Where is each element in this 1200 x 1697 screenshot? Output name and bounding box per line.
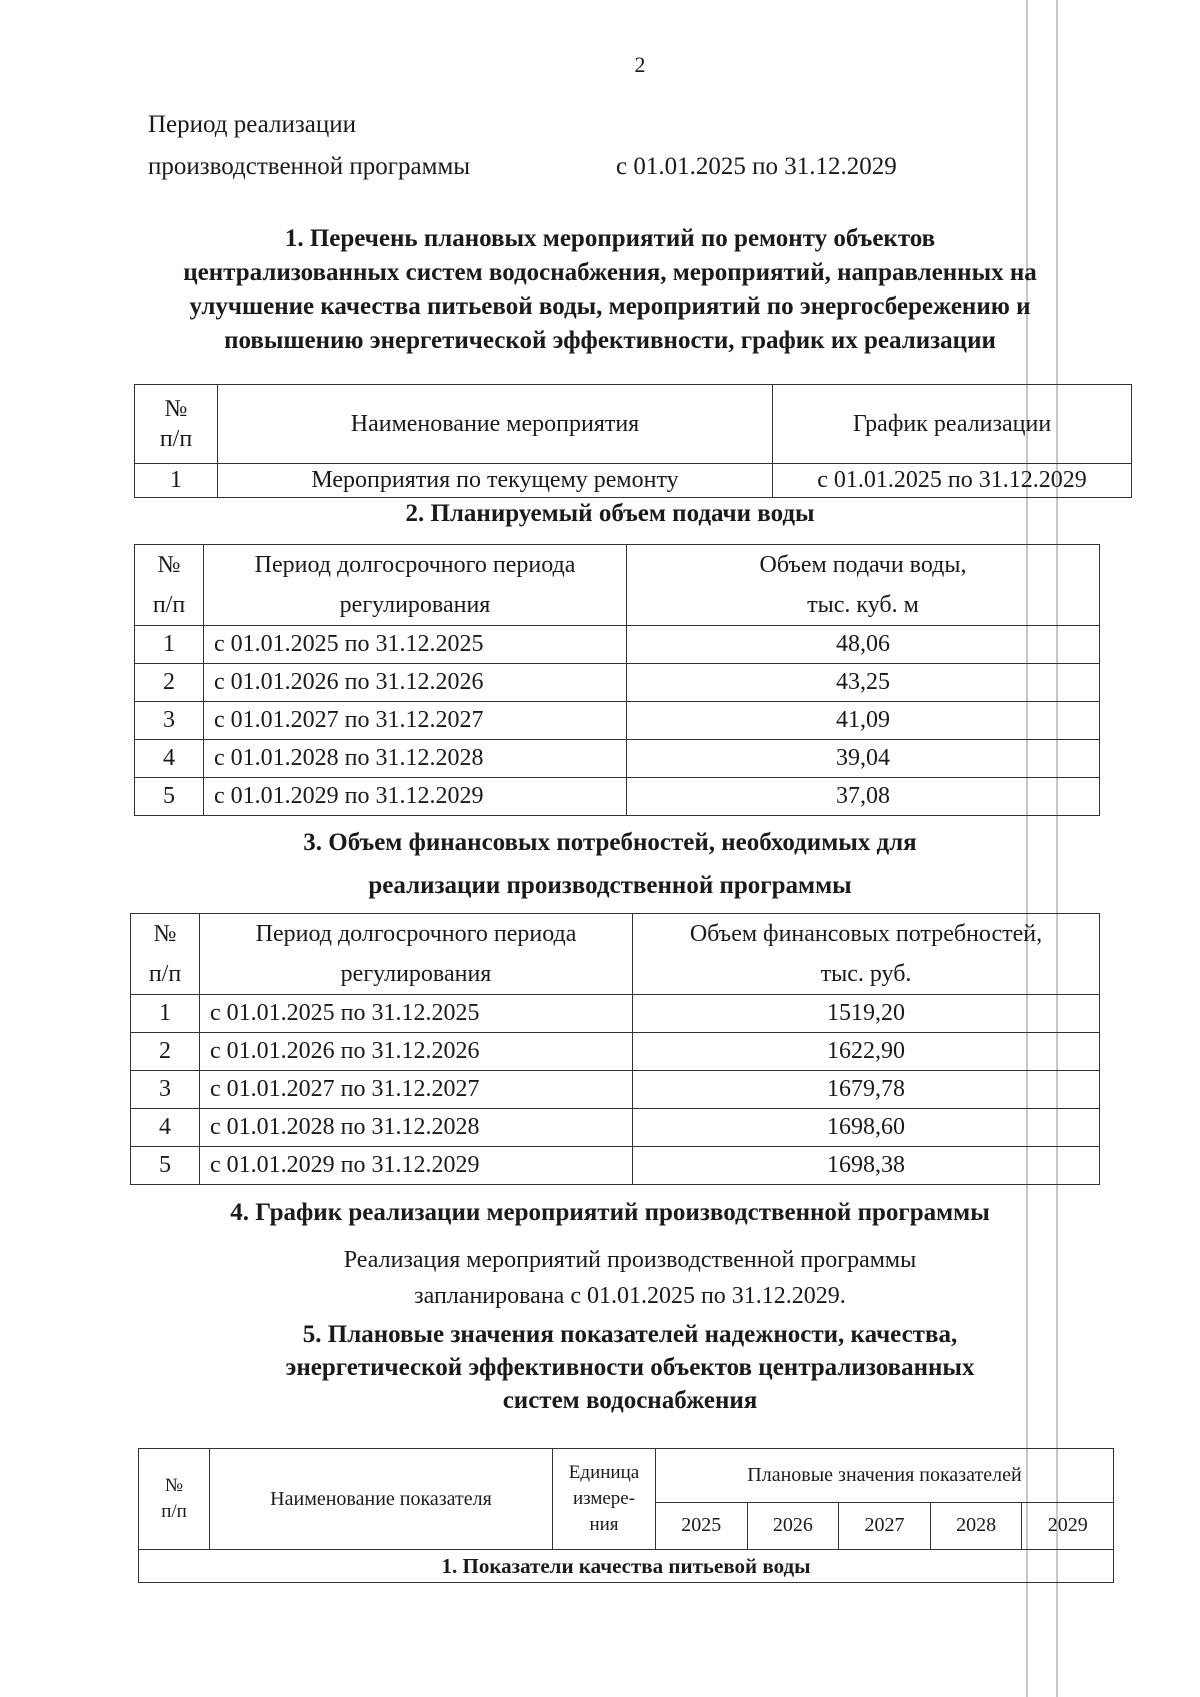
header-value: [633, 914, 1100, 995]
header-text: Период долгосрочного периода: [254, 552, 576, 578]
table-row: [131, 1109, 1100, 1147]
cell-num: 1: [135, 626, 204, 664]
period-label-line: Период реализации: [148, 111, 356, 138]
header-text: тыс. руб.: [820, 961, 912, 987]
cell-value: 41,09: [627, 702, 1100, 740]
table-row: [131, 1071, 1100, 1109]
cell-period: с 01.01.2026 по 31.12.2026: [204, 664, 627, 702]
cell-value: 1698,38: [633, 1147, 1100, 1185]
header-text: №: [164, 396, 188, 422]
table-row: [135, 664, 1100, 702]
cell-value: 48,06: [627, 626, 1100, 664]
header-num: [135, 385, 218, 464]
header-num: [135, 545, 204, 626]
section-2-title: 2. Планируемый объем подачи воды: [405, 500, 815, 527]
header-year: 2025: [656, 1502, 748, 1549]
table-row: [135, 626, 1100, 664]
section-1-title: [130, 222, 1090, 358]
header-text: Период долгосрочного периода: [255, 921, 577, 947]
title-line: систем водоснабжения: [502, 1387, 758, 1414]
cell-value: 1698,60: [633, 1109, 1100, 1147]
table-header-row: [135, 545, 1100, 626]
cell-period: с 01.01.2027 по 31.12.2027: [200, 1071, 633, 1109]
table-header-row: [131, 914, 1100, 995]
section-4-text: [200, 1242, 1060, 1314]
cell-num: 2: [131, 1033, 200, 1071]
table-header-row: [135, 385, 1132, 464]
period-value: с 01.01.2025 по 31.12.2029: [616, 153, 897, 180]
header-year: 2029: [1022, 1502, 1114, 1549]
header-text: регулирования: [340, 961, 492, 987]
table-row: [131, 1147, 1100, 1185]
cell-value: 1622,90: [633, 1033, 1100, 1071]
paragraph-line: Реализация мероприятий производственной программы: [343, 1247, 917, 1273]
header-text: п/п: [159, 426, 193, 452]
table-row: [135, 740, 1100, 778]
cell-period: с 01.01.2029 по 31.12.2029: [200, 1147, 633, 1185]
cell-num: 4: [135, 740, 204, 778]
header-text: тыс. куб. м: [807, 592, 919, 618]
title-line: 5. Плановые значения показателей надежности, качества,: [302, 1321, 958, 1348]
cell-num: 3: [135, 702, 204, 740]
header-planned-values: Плановые значения показателей: [656, 1449, 1114, 1503]
cell-num: 4: [131, 1109, 200, 1147]
header-period: [200, 914, 633, 995]
financial-needs-table: [130, 913, 1100, 1185]
table-row: [135, 702, 1100, 740]
header-text: ния: [589, 1514, 619, 1535]
header-text: №: [164, 1475, 184, 1496]
water-supply-table: [134, 544, 1100, 816]
header-text: №: [153, 921, 177, 947]
cell-period: с 01.01.2028 по 31.12.2028: [200, 1109, 633, 1147]
cell-period: с 01.01.2028 по 31.12.2028: [204, 740, 627, 778]
cell-num: 5: [131, 1147, 200, 1185]
header-text: п/п: [148, 961, 182, 987]
header-value: [627, 545, 1100, 626]
header-unit: [553, 1449, 656, 1550]
title-line: улучшение качества питьевой воды, мероприятий по энергосбережению и: [189, 293, 1031, 320]
header-text: №: [157, 552, 181, 578]
header-period: [204, 545, 627, 626]
section-3-title-line-2: реализации производственной программы: [368, 872, 852, 899]
header-text: регулирования: [339, 592, 491, 618]
title-line: централизованных систем водоснабжения, мероприятий, направленных на: [183, 259, 1037, 286]
table-header-row: [139, 1449, 1114, 1503]
table-row: [135, 464, 1132, 498]
cell-value: 1519,20: [633, 995, 1100, 1033]
page-number: 2: [634, 52, 646, 77]
table-row: [135, 778, 1100, 816]
cell-value: 1679,78: [633, 1071, 1100, 1109]
period-label: [148, 104, 470, 188]
header-indicator-name: Наименование показателя: [210, 1449, 553, 1550]
title-line: 1. Перечень плановых мероприятий по ремонту объектов: [284, 225, 936, 252]
header-schedule: График реализации: [773, 385, 1132, 464]
cell-period: с 01.01.2026 по 31.12.2026: [200, 1033, 633, 1071]
header-num: [131, 914, 200, 995]
cell-value: 37,08: [627, 778, 1100, 816]
header-text: измере-: [572, 1488, 636, 1509]
cell-num: 2: [135, 664, 204, 702]
table-row: [131, 1033, 1100, 1071]
section-4-title: 4. График реализации мероприятий производственной программы: [230, 1199, 990, 1226]
cell-num: 1: [131, 995, 200, 1033]
header-text: п/п: [161, 1501, 187, 1522]
header-text: Единица: [568, 1462, 640, 1483]
cell-num: 3: [131, 1071, 200, 1109]
header-text: Объем подачи воды,: [759, 552, 967, 578]
header-year: 2026: [747, 1502, 839, 1549]
header-text: п/п: [152, 592, 186, 618]
cell-schedule: с 01.01.2025 по 31.12.2029: [773, 464, 1132, 498]
cell-num: 1: [135, 464, 218, 498]
subsection-title: 1. Показатели качества питьевой воды: [139, 1550, 1114, 1583]
header-num: [139, 1449, 210, 1550]
table-row: [131, 995, 1100, 1033]
measures-table: [134, 384, 1132, 498]
cell-name: Мероприятия по текущему ремонту: [218, 464, 773, 498]
header-text: Объем финансовых потребностей,: [689, 921, 1043, 947]
title-line: энергетической эффективности объектов централизованных: [285, 1354, 975, 1381]
section-5-title: [200, 1318, 1060, 1417]
cell-period: с 01.01.2029 по 31.12.2029: [204, 778, 627, 816]
period-label-line: производственной программы: [148, 153, 471, 180]
cell-period: с 01.01.2025 по 31.12.2025: [204, 626, 627, 664]
cell-value: 39,04: [627, 740, 1100, 778]
cell-value: 43,25: [627, 664, 1100, 702]
header-year: 2027: [839, 1502, 931, 1549]
paragraph-line: запланирована с 01.01.2025 по 31.12.2029.: [414, 1283, 846, 1309]
table-section-row: [139, 1550, 1114, 1583]
cell-period: с 01.01.2025 по 31.12.2025: [200, 995, 633, 1033]
header-year: 2028: [930, 1502, 1022, 1549]
indicators-table: [138, 1448, 1114, 1583]
title-line: повышению энергетической эффективности, график их реализации: [224, 327, 996, 354]
cell-period: с 01.01.2027 по 31.12.2027: [204, 702, 627, 740]
header-name: Наименование мероприятия: [218, 385, 773, 464]
cell-num: 5: [135, 778, 204, 816]
section-3-title: 3. Объем финансовых потребностей, необходимых для: [303, 829, 917, 856]
